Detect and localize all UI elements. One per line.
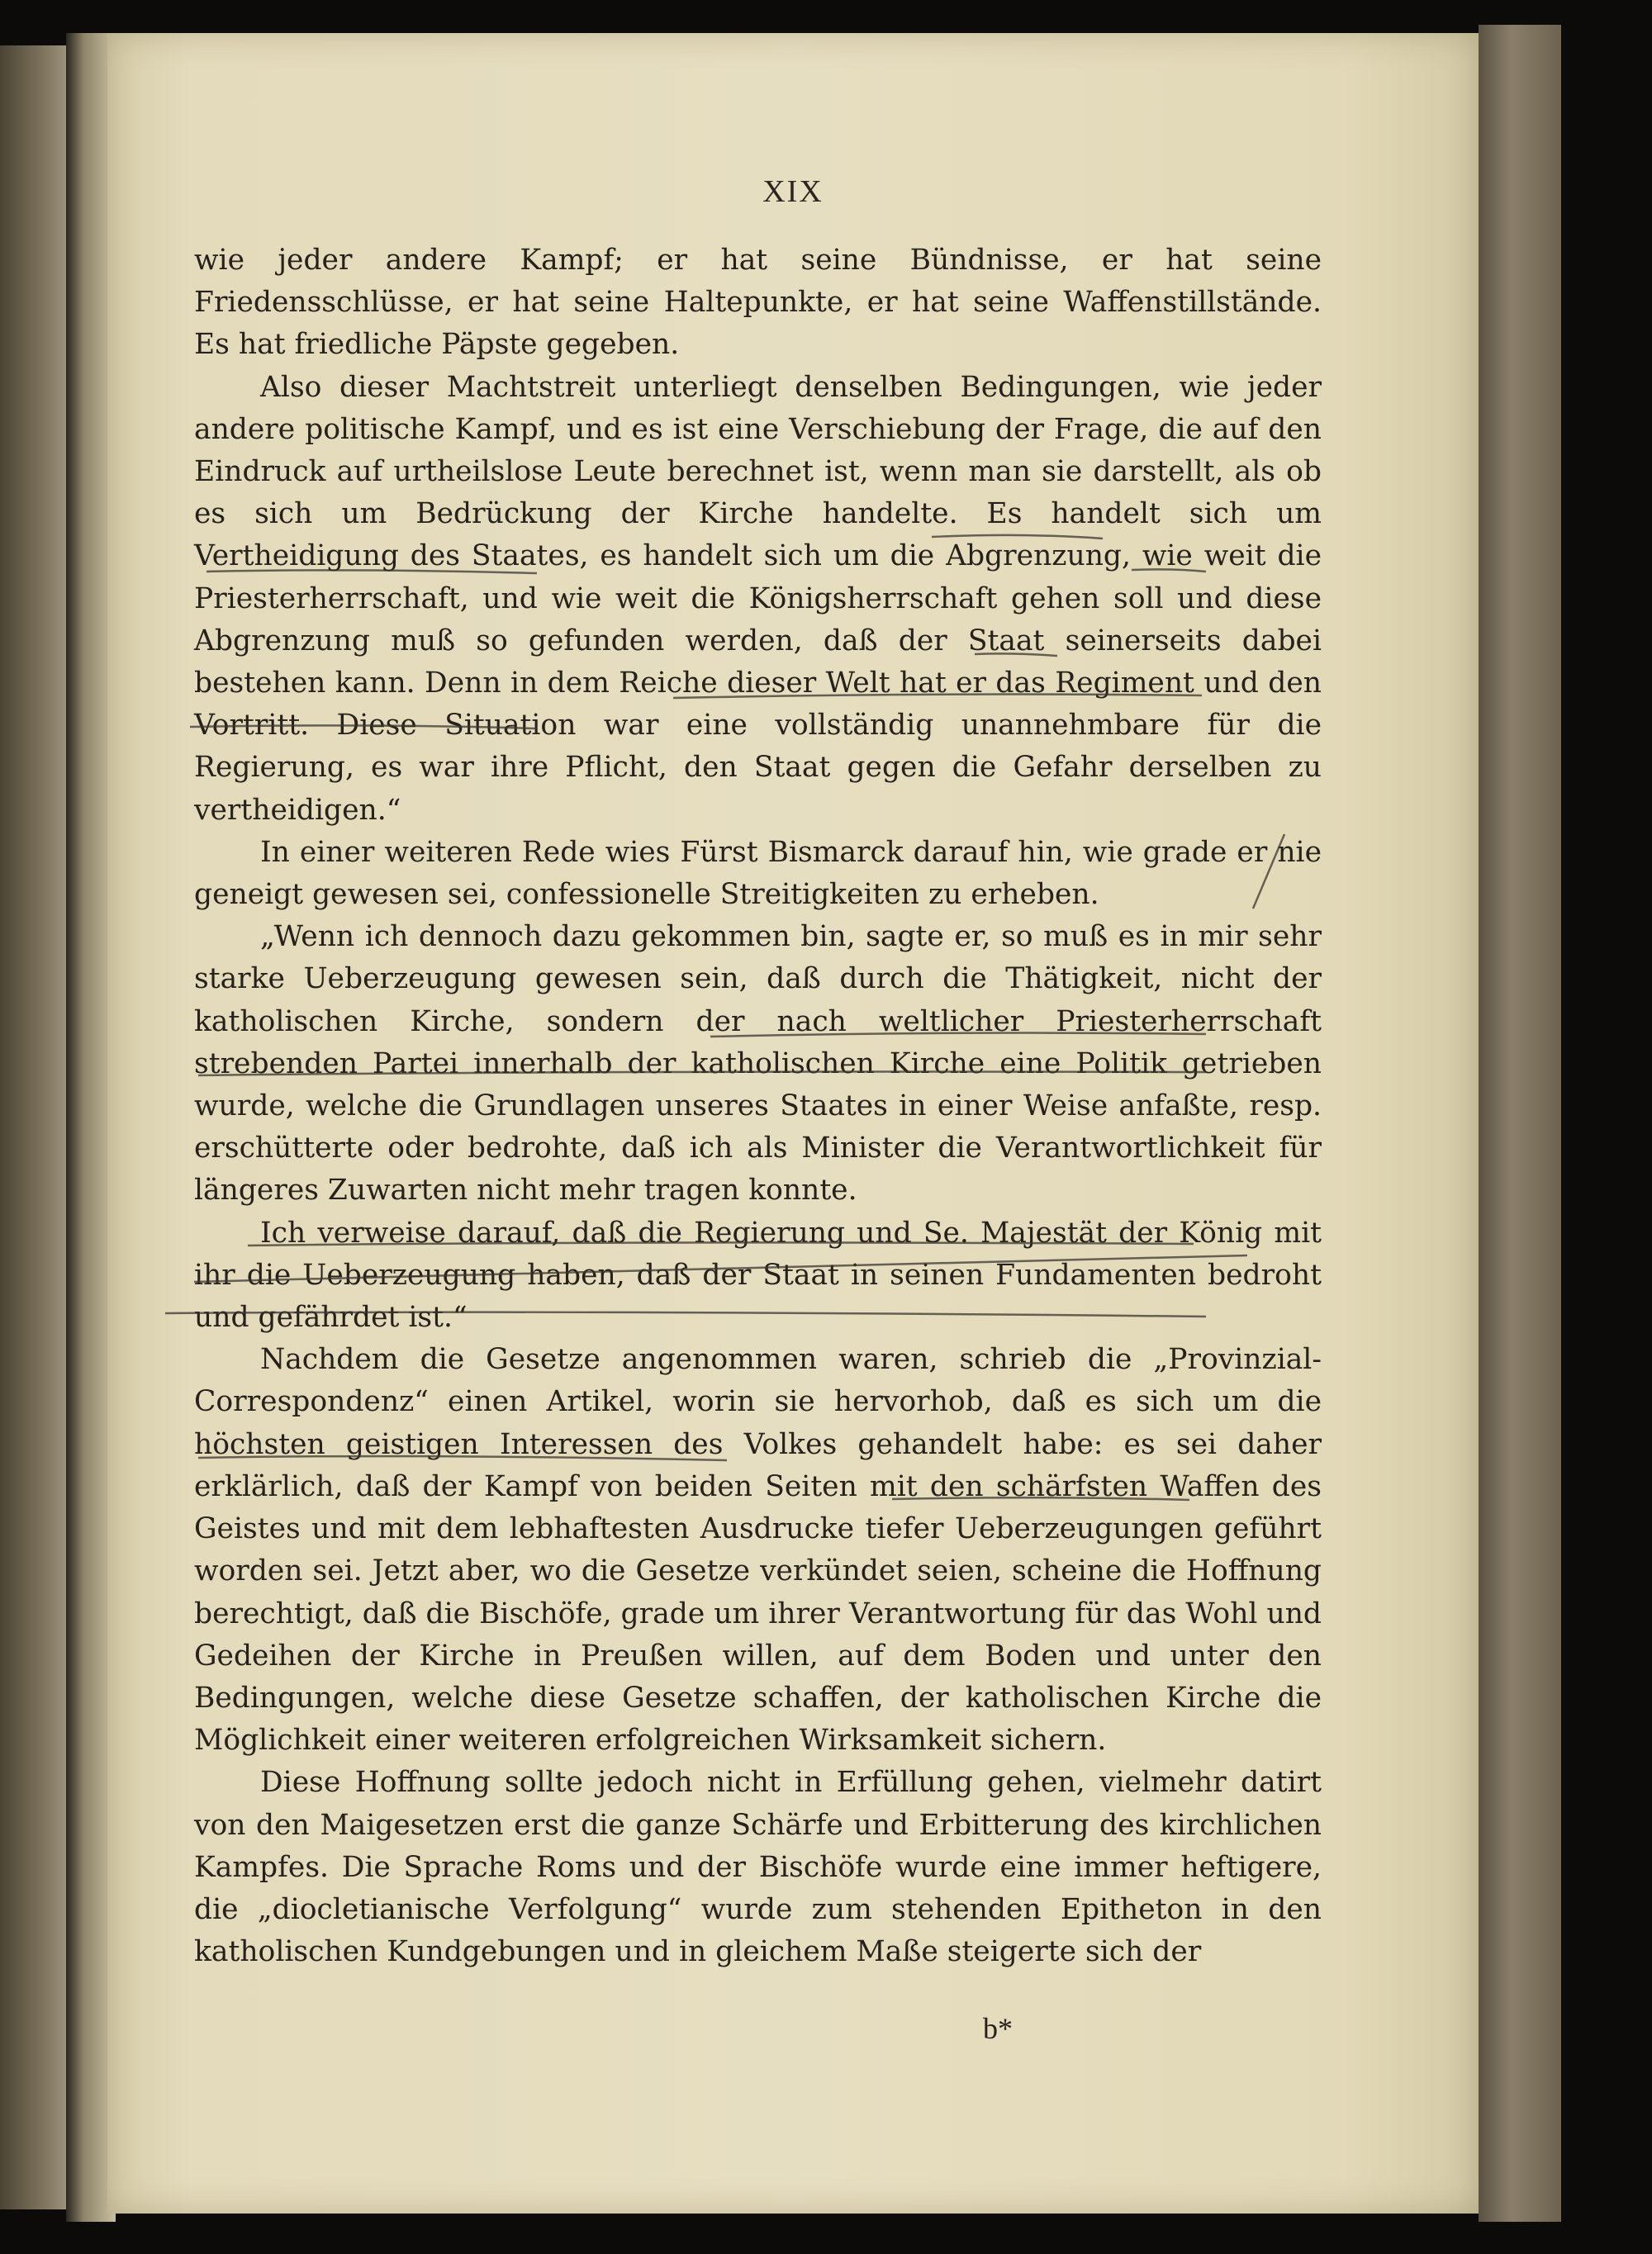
body-text bbox=[194, 240, 1322, 1973]
page-number: XIX bbox=[762, 174, 824, 209]
signature-mark: b* bbox=[983, 2012, 1013, 2045]
book-cover-edge bbox=[1479, 25, 1561, 2222]
paragraph-4: „Wenn ich dennoch dazu gekommen bin, sagte er, so muß es in mir sehr starke Ueberzeugung gewesen sein, daß durch die Thätigkeit, nicht der katholischen Kirche, sondern der nach weltlicher Priesterherrschaft strebenden Partei innerhalb der katholischen Kirche eine Politik getrieben wurde, welche die Grundlagen unseres Staates in einer Weise anfaßte, resp. erschütterte oder bedrohte, daß ich als Minister die Verantwortlichkeit für längeres Zuwarten nicht mehr tragen konnte. bbox=[194, 920, 1322, 1208]
facing-page-edge bbox=[0, 45, 66, 2209]
paragraph-5: Ich verweise darauf, daß die Regierung und Se. Majestät der König mit ihr die Ueberzeugung haben, daß der Staat in seinen Fundamenten bedroht und gefährdet ist.“ bbox=[194, 1216, 1322, 1335]
paragraph-3: In einer weiteren Rede wies Fürst Bismarck darauf hin, wie grade er nie geneigt gewesen sei, confessionelle Streitigkeiten zu erheben. bbox=[194, 835, 1322, 912]
paragraph-7: Diese Hoffnung sollte jedoch nicht in Erfüllung gehen, vielmehr datirt von den Maigesetzen erst die ganze Schärfe und Erbitterung des kirchlichen Kampfes. Die Sprache Roms und der Bischöfe wurde eine immer heftigere, die „diocletianische Verfolgung“ wurde zum stehenden Epitheton in den katholischen Kundgebungen und in gleichem Maße steigerte sich der bbox=[194, 1766, 1322, 1969]
paragraph-2: Also dieser Machtstreit unterliegt denselben Bedingungen, wie jeder andere politische Kampf, und es ist eine Verschiebung der Frage, die auf den Eindruck auf urtheilslose Leute berechnet ist, wenn man sie darstellt, als ob es sich um Bedrückung der Kirche handelte. Es handelt sich um Vertheidigung des Staates, es handelt sich um die Abgrenzung, wie weit die Priesterherrschaft, und wie weit die Königsherrschaft gehen soll und diese Abgrenzung muß so gefunden werden, daß der Staat seinerseits dabei bestehen kann. Denn in dem Reiche dieser Welt hat er das Regiment und den Vortritt. Diese Situation war eine vollständig unannehmbare für die Regierung, es war ihre Pflicht, den Staat gegen die Gefahr derselben zu vertheidigen.“ bbox=[194, 370, 1322, 827]
book-page bbox=[107, 33, 1479, 2214]
paragraph-1: wie jeder andere Kampf; er hat seine Bündnisse, er hat seine Friedensschlüsse, er hat seine Haltepunkte, er hat seine Waffenstillstände. Es hat friedliche Päpste gegeben. bbox=[194, 244, 1322, 362]
paragraph-6: Nachdem die Gesetze angenommen waren, schrieb die „Provinzial-Correspondenz“ einen Artikel, worin sie hervorhob, daß es sich um die höchsten geistigen Interessen des Volkes gehandelt habe: es sei daher erklärlich, daß der Kampf von beiden Seiten mit den schärfsten Waffen des Geistes und mit dem lebhaftesten Ausdrucke tiefer Ueberzeugungen geführt worden sei. Jetzt aber, wo die Gesetze verkündet seien, scheine die Hoffnung berechtigt, daß die Bischöfe, grade um ihrer Verantwortung für das Wohl und Gedeihen der Kirche in Preußen willen, auf dem Boden und unter den Bedingungen, welche diese Gesetze schaffen, der katholischen Kirche die Möglichkeit einer weiteren erfolgreichen Wirksamkeit sichern. bbox=[194, 1343, 1322, 1758]
